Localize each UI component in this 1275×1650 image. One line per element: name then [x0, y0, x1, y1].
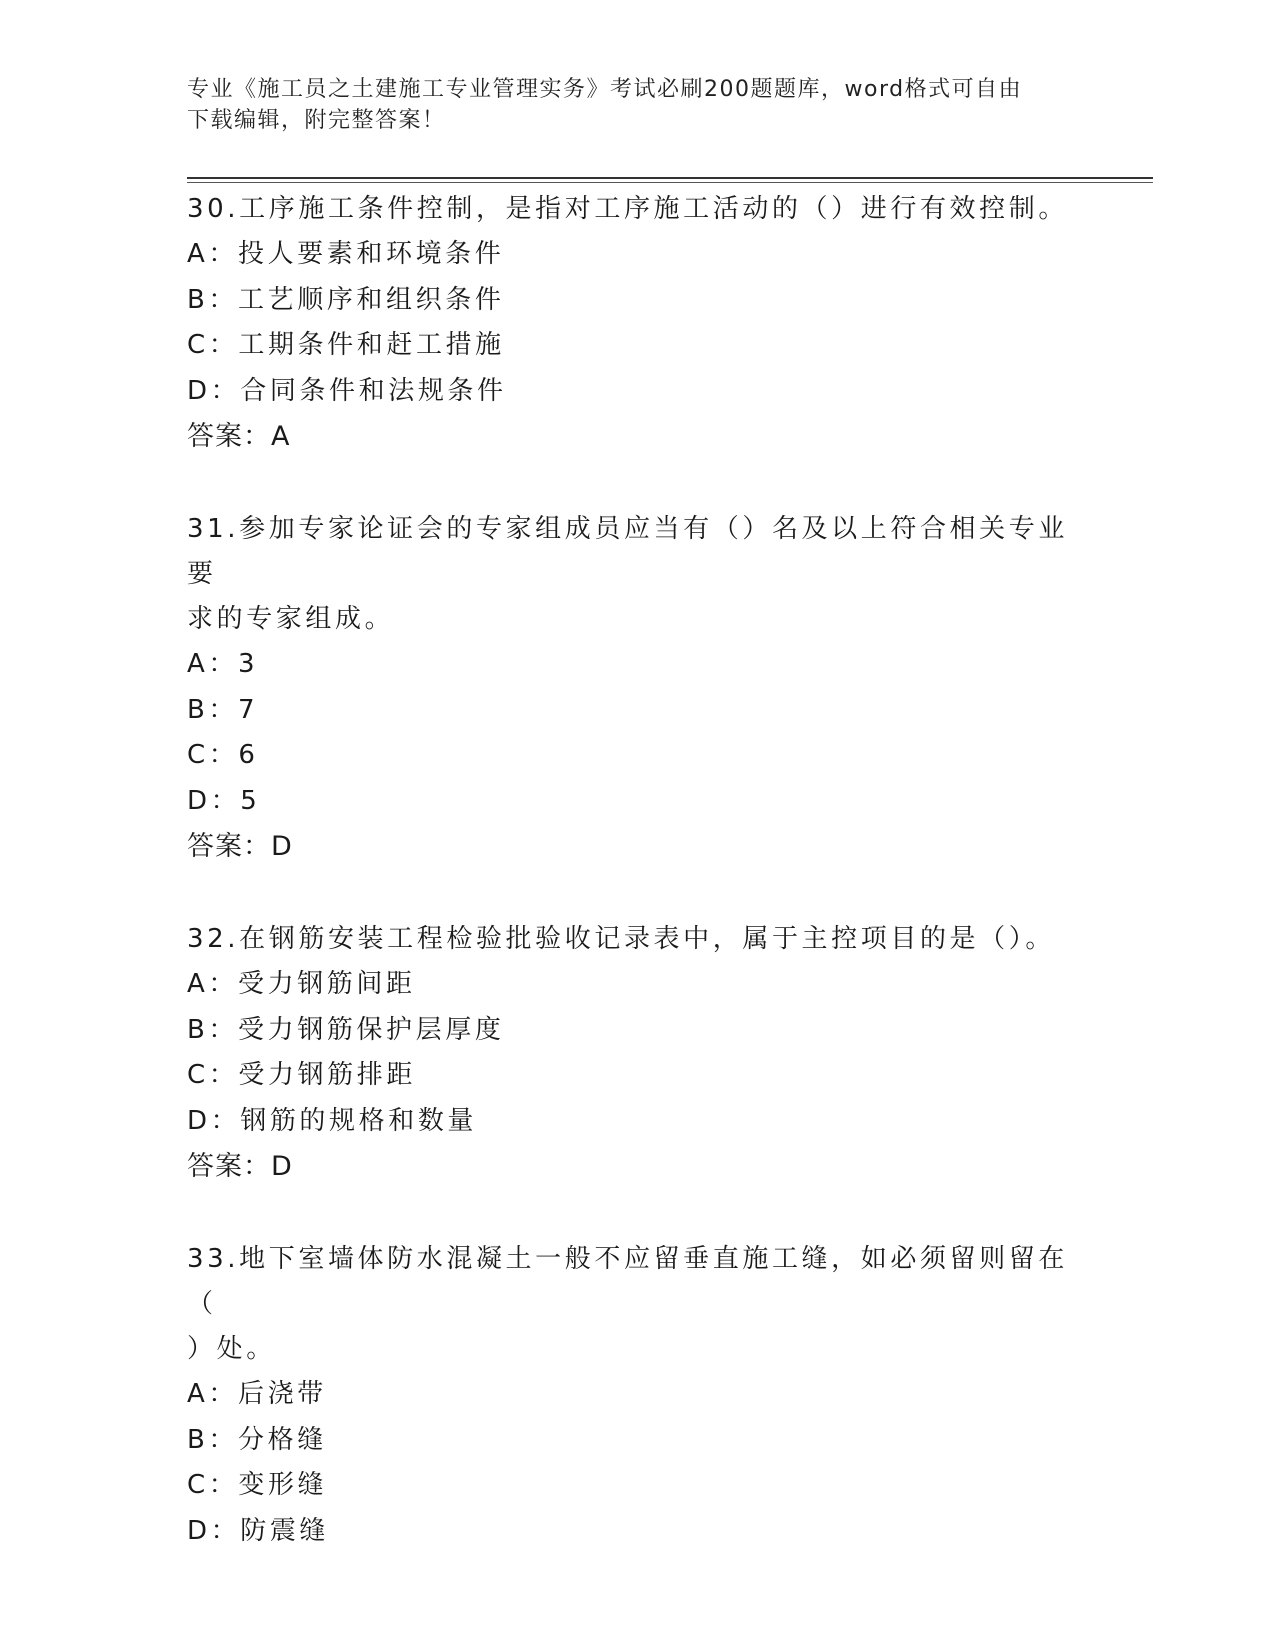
option-c: C：6	[187, 740, 259, 770]
option-d: D：合同条件和法规条件	[187, 375, 507, 406]
option-b: B：分格缝	[187, 1424, 327, 1455]
option-d: D：5	[187, 785, 261, 816]
question-stem: 31.参加专家论证会的专家组成员应当有（）名及以上符合相关专业要	[187, 514, 1068, 589]
option-c: C：工期条件和赶工措施	[187, 330, 505, 360]
question-stem-continued: 求的专家组成。	[187, 604, 395, 634]
option-d: D：防震缝	[187, 1515, 330, 1546]
document-header	[187, 74, 1067, 136]
option-a: A：3	[187, 649, 259, 679]
question-stem-continued: ）处。	[187, 1334, 276, 1364]
question-spacer	[187, 869, 1087, 917]
question-stem: 32.在钢筋安装工程检验批验收记录表中，属于主控项目的是（）。	[187, 924, 1055, 954]
option-b: B：受力钢筋保护层厚度	[187, 1014, 505, 1045]
header-line-1: 专业《施工员之土建施工专业管理实务》考试必刷200题题库，word格式可自由	[187, 77, 1023, 102]
option-c: C：变形缝	[187, 1470, 328, 1500]
question-30	[187, 187, 1087, 459]
question-31	[187, 507, 1087, 869]
option-a: A：后浇带	[187, 1379, 327, 1409]
header-line-2: 下载编辑，附完整答案！	[187, 108, 446, 133]
question-spacer	[187, 1189, 1087, 1237]
question-33	[187, 1237, 1087, 1554]
question-spacer	[187, 459, 1087, 507]
option-d: D：钢筋的规格和数量	[187, 1105, 478, 1136]
answer: 答案：A	[187, 421, 291, 452]
question-stem: 30.工序施工条件控制，是指对工序施工活动的（）进行有效控制。	[187, 194, 1068, 224]
option-a: A：投人要素和环境条件	[187, 239, 505, 269]
option-c: C：受力钢筋排距	[187, 1060, 416, 1090]
option-b: B：7	[187, 694, 259, 725]
answer: 答案：D	[187, 831, 293, 862]
header-divider-thick	[187, 177, 1153, 179]
option-b: B：工艺顺序和组织条件	[187, 284, 505, 315]
question-32	[187, 917, 1087, 1189]
header-divider-thin	[187, 182, 1153, 183]
question-list	[187, 187, 1087, 1554]
option-a: A：受力钢筋间距	[187, 969, 416, 999]
answer: 答案：D	[187, 1151, 293, 1182]
question-stem: 33.地下室墙体防水混凝土一般不应留垂直施工缝，如必须留则留在（	[187, 1244, 1068, 1319]
